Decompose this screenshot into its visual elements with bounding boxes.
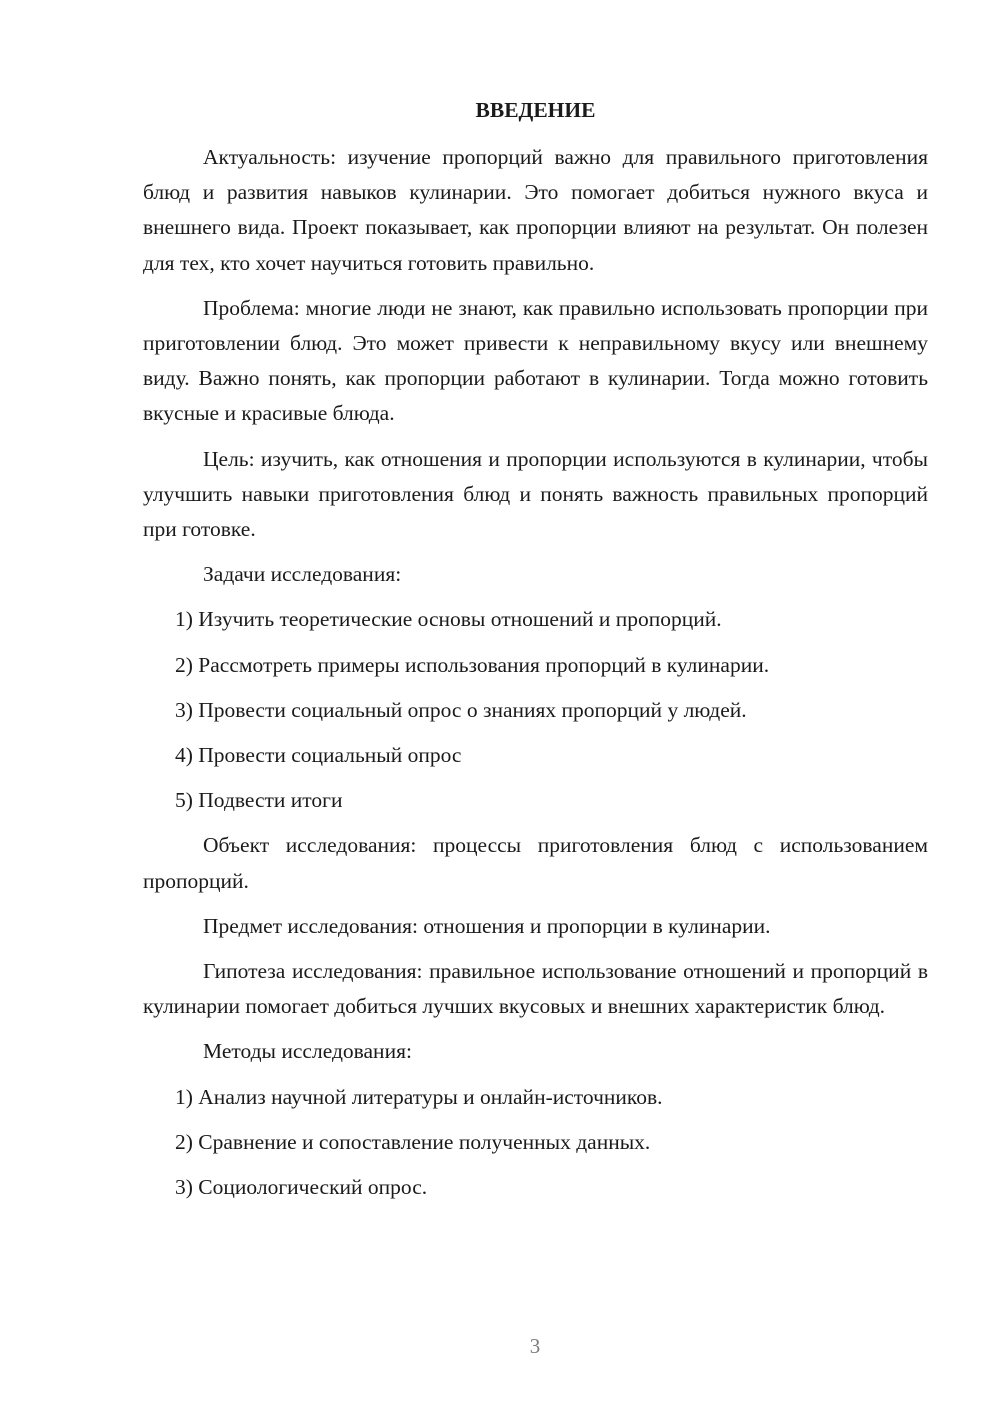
method-item: 1) Анализ научной литературы и онлайн-источников.: [175, 1084, 663, 1109]
task-item: 5) Подвести итоги: [175, 788, 343, 813]
hypothesis-paragraph: Гипотеза исследования: правильное использование отношений и пропорций в кулинарии помогает добиться лучших вкусовых и внешних характеристик блюд.: [143, 959, 928, 1019]
task-item: 4) Провести социальный опрос: [175, 743, 462, 768]
goal-paragraph: Цель: изучить, как отношения и пропорции используются в кулинарии, чтобы улучшить навыки приготовления блюд и понять важность правильных пропорций при готовке.: [143, 446, 928, 542]
document-page: [143, 90, 928, 1215]
tasks-heading: Задачи исследования:: [203, 562, 402, 587]
task-item: 1) Изучить теоретические основы отношений и пропорций.: [175, 607, 722, 632]
task-item: 3) Провести социальный опрос о знаниях пропорций у людей.: [175, 697, 747, 722]
object-paragraph: Объект исследования: процессы приготовления блюд с использованием пропорций.: [143, 833, 928, 893]
tasks-list: [143, 602, 928, 818]
section-title: ВВЕДЕНИЕ: [475, 98, 596, 122]
method-item: 2) Сравнение и сопоставление полученных данных.: [175, 1129, 651, 1154]
subject-paragraph: Предмет исследования: отношения и пропорции в кулинарии.: [203, 913, 771, 938]
methods-list: [143, 1080, 928, 1206]
method-item: 3) Социологический опрос.: [175, 1175, 428, 1200]
task-item: 2) Рассмотреть примеры использования пропорций в кулинарии.: [175, 652, 770, 677]
page-number: 3: [529, 1334, 541, 1358]
actuality-paragraph: Актуальность: изучение пропорций важно для правильного приготовления блюд и развития навыков кулинарии. Это помогает добиться нужного вкуса и внешнего вида. Проект показывает, как пропорции влияют на результат. Он полезен для тех, кто хочет научиться готовить правильно.: [143, 145, 928, 275]
problem-paragraph: Проблема: многие люди не знают, как правильно использовать пропорции при приготовлении блюд. Это может привести к неправильному вкусу или внешнему виду. Важно понять, как пропорции работают в кулинарии. Тогда можно готовить вкусные и красивые блюда.: [143, 295, 928, 426]
methods-heading: Методы исследования:: [203, 1039, 412, 1064]
